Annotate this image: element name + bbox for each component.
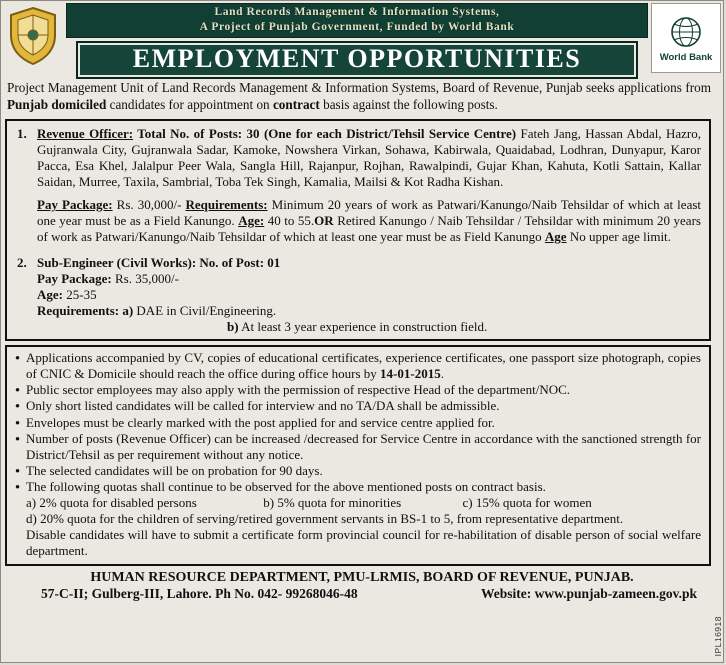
revenue-officer-description: Revenue Officer: Total No. of Posts: 30 (One for each District/Tehsil Service Centre) Fateh Jang, Hassan Abdal, Hazro, Gujranwala City, Gujranwala Sadar, Kamoke, Nowshera Virkan, Sohawa, Kabirwala, Quaidabad, Lodhran, Dunyapur, Karor Pacca, Esa Khel, Jalalpur Peer Wala, Sangla Hill, Rajanpur, Rojhan, Rawalpindi, Gujar Khan, Kahuta, Kotli Sattain, Kallar Saidan, Murree, Taxila, Sambrial, Toba Tek Singh, Kamalia, Mailsi & Kot Radha Kishan. <box>37 125 701 190</box>
notes-box <box>5 345 711 565</box>
note-applications: • Applications accompanied by CV, copies of educational certificates, experience certificates, one passport size photograph, copies of CNIC & Domicile should reach the office during office hours by 14-01-2015. <box>9 350 701 382</box>
punjab-crest-icon <box>6 5 60 67</box>
sub-engineer-pay: Pay Package: Rs. 35,000/- <box>37 270 179 286</box>
footer <box>1 570 723 602</box>
quota-disabled: a) 2% quota for disabled persons <box>26 495 197 511</box>
quota-line-d: d) 20% quota for the children of serving/retired government servants in BS-1 to 5, from representative department. <box>26 511 624 527</box>
world-bank-label: World Bank <box>659 51 713 63</box>
post-body <box>37 126 701 253</box>
note-public-sector: • Public sector employees may also apply with the permission of respective Head of the department/NOC. <box>9 382 701 398</box>
world-bank-logo <box>651 3 721 73</box>
project-banner-line2: A Project of Punjab Government, Funded by World Bank <box>199 20 515 33</box>
post-number: 1. <box>17 125 27 141</box>
bullet-icon: • <box>15 430 20 446</box>
footer-website: Website: www.punjab-zameen.gov.pk <box>480 585 697 601</box>
project-banner-line1: Land Records Management & Information Systems, <box>214 6 500 18</box>
note-quotas: • The following quotas shall continue to be observed for the above mentioned posts on contract basis. <box>9 479 701 495</box>
note-shortlisted: • Only short listed candidates will be called for interview and no TA/DA shall be admissible. <box>9 398 701 414</box>
header-banners <box>66 3 648 73</box>
note-probation: • The selected candidates will be on probation for 90 days. <box>9 463 701 479</box>
world-bank-globe-icon <box>668 14 704 50</box>
post-number: 2. <box>17 254 27 270</box>
note-envelopes: • Envelopes must be clearly marked with the post applied for and service centre applied for. <box>9 415 701 431</box>
posts-box <box>5 119 711 341</box>
bullet-icon: • <box>15 350 20 366</box>
bullet-icon: • <box>15 478 20 494</box>
sub-engineer-heading: Sub-Engineer (Civil Works): No. of Post: 01 <box>37 254 281 270</box>
bullet-icon: • <box>15 414 20 430</box>
revenue-officer-pay-requirements: Pay Package: Rs. 30,000/- Requirements: Minimum 20 years of work as Patwari/Kanungo/Naib Tehsildar of which at least one year must be as a Field Kanungo. Age: 40 to 55.OR Retired Kanungo / Naib Tehsildar / Tehsildar with minimum 20 years of work as Patwari/Kanungo/Naib Tehsildar of which at least one year must be as Field Kanungo Age No upper age limit. <box>37 197 702 245</box>
sub-engineer-requirement-b: b) At least 3 year experience in construction field. <box>227 318 488 334</box>
quota-minorities: b) 5% quota for minorities <box>263 495 402 511</box>
post-item-sub-engineer <box>9 255 701 336</box>
press-code: IPL16918 <box>713 615 723 656</box>
footer-address-phone: 57-C-II; Gulberg-III, Lahore. Ph No. 042- 99268046-48 <box>41 585 358 601</box>
quota-women: c) 15% quota for women <box>462 495 592 511</box>
sub-engineer-age: Age: 25-35 <box>37 286 97 302</box>
intro-paragraph: Project Management Unit of Land Records Management & Information Systems, Board of Revenue, Punjab seeks applications from Punjab domiciled candidates for appointment on contract basis against the following posts. <box>7 80 711 112</box>
disable-certificate-note: Disable candidates will have to submit a certificate form provincial council for re-habilitation of disable person of social welfare department. <box>26 527 701 559</box>
post-item-revenue-officer <box>9 126 701 253</box>
employment-opportunities-title: EMPLOYMENT OPPORTUNITIES <box>76 41 638 79</box>
sub-engineer-requirements: Requirements: a) DAE in Civil/Engineering. <box>37 302 277 318</box>
bullet-icon: • <box>15 398 20 414</box>
bullet-icon: • <box>15 462 20 478</box>
footer-department: HUMAN RESOURCE DEPARTMENT, PMU-LRMIS, BOARD OF REVENUE, PUNJAB. <box>90 569 634 585</box>
project-banner <box>66 3 648 38</box>
post-body <box>37 255 701 336</box>
quota-line-abc <box>26 495 701 511</box>
punjab-government-logo <box>3 3 63 73</box>
bullet-icon: • <box>15 382 20 398</box>
note-posts-change: • Number of posts (Revenue Officer) can be increased /decreased for Service Centre in accordance with the sanctioned strength for District/Tehsil as per requirement without any notice. <box>9 431 701 463</box>
footer-contact <box>1 586 723 602</box>
header <box>1 1 723 73</box>
